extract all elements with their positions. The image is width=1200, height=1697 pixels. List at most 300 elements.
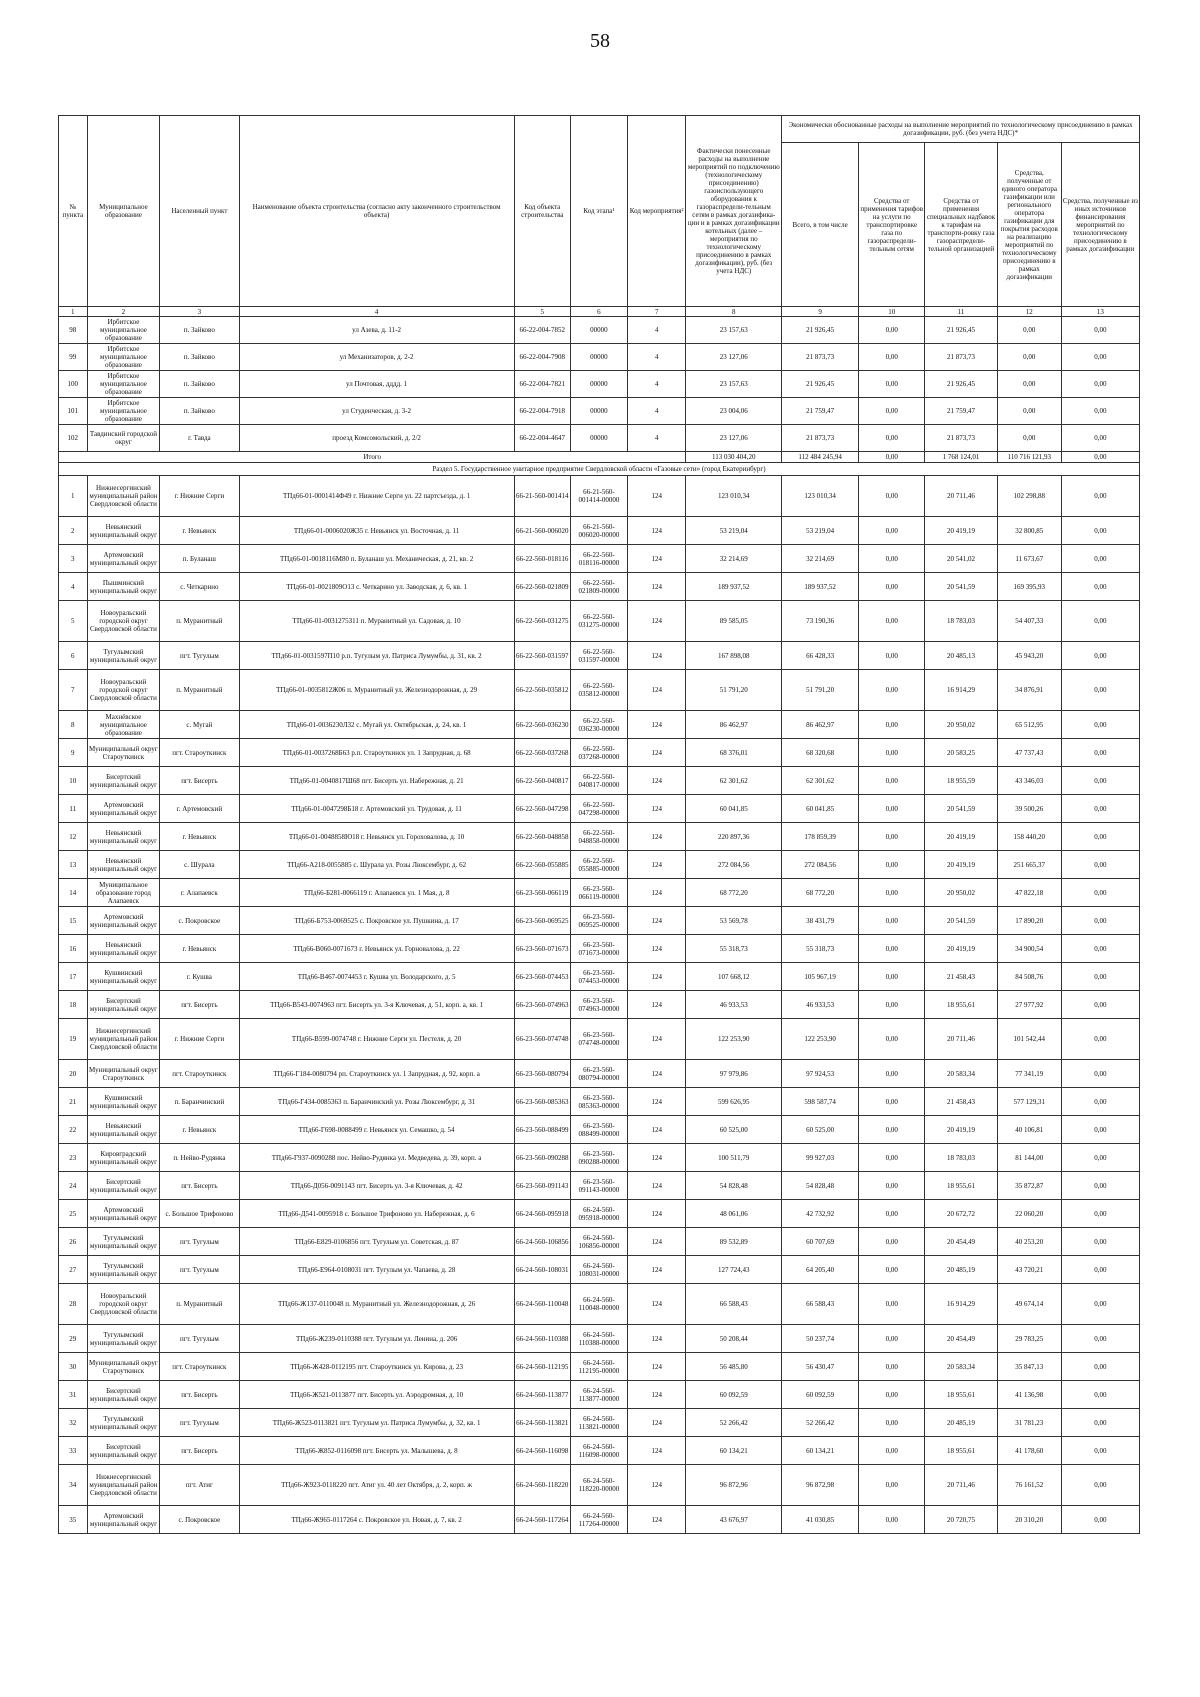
cell-col-8: 68 376,01 — [686, 739, 782, 767]
cell-col-1: 14 — [59, 879, 88, 907]
table-row — [59, 1409, 1140, 1437]
cell-col-5: 66-24-560-113877 — [514, 1381, 570, 1409]
cell-col-2: Тугулымский муниципальный округ — [87, 642, 160, 670]
cell-col-5: 66-22-004-7918 — [514, 398, 570, 425]
cell-col-2: Тугулымский муниципальный округ — [87, 1409, 160, 1437]
cell-col-3: пгт. Тугулым — [160, 1228, 239, 1256]
total-c11: 1 768 124,01 — [925, 452, 998, 463]
cell-col-12: 158 440,20 — [997, 823, 1061, 851]
cell-col-11: 20 541,59 — [925, 573, 998, 601]
cell-col-3: пгт. Староуткинск — [160, 739, 239, 767]
cell-col-7: 124 — [628, 739, 686, 767]
colnum-10: 10 — [859, 307, 925, 317]
cell-col-9: 21 926,45 — [782, 371, 859, 398]
cell-col-8: 272 084,56 — [686, 851, 782, 879]
cell-col-6: 66-23-560-091143-00000 — [570, 1172, 627, 1200]
table-body-section4 — [59, 317, 1140, 452]
cell-col-13: 0,00 — [1061, 1200, 1139, 1228]
cell-col-13: 0,00 — [1061, 739, 1139, 767]
cell-col-11: 20 419,19 — [925, 935, 998, 963]
page-number: 58 — [590, 30, 610, 52]
section-title: Раздел 5. Государственное унитарное предприятие Свердловской области «Газовые сети» (город Екатеринбург) — [59, 463, 1140, 476]
table-row — [59, 344, 1140, 371]
header-col-6: Код этапа¹ — [570, 116, 627, 307]
cell-col-13: 0,00 — [1061, 879, 1139, 907]
cell-col-2: Нижнесергинский муниципальный район Свердловской области — [87, 1465, 160, 1506]
cell-col-5: 66-23-560-069525 — [514, 907, 570, 935]
cell-col-4: ТПд66-Д056-0091143 пгт. Бисерть ул. 3-я Ключевая, д. 42 — [239, 1172, 514, 1200]
cell-col-9: 189 937,52 — [782, 573, 859, 601]
cell-col-7: 124 — [628, 1409, 686, 1437]
cell-col-11: 20 711,46 — [925, 1019, 998, 1060]
cell-col-4: ТПд66-01-0047298Б18 г. Артемовский ул. Трудовая, д. 11 — [239, 795, 514, 823]
cell-col-6: 66-22-560-018116-00000 — [570, 545, 627, 573]
cell-col-5: 66-23-560-071673 — [514, 935, 570, 963]
cell-col-12: 31 781,23 — [997, 1409, 1061, 1437]
cell-col-10: 0,00 — [859, 1353, 925, 1381]
cell-col-6: 66-24-560-116098-00000 — [570, 1437, 627, 1465]
cell-col-13: 0,00 — [1061, 963, 1139, 991]
cell-col-2: Новоуральский городской округ Свердловской области — [87, 601, 160, 642]
cell-col-12: 77 341,19 — [997, 1060, 1061, 1088]
cell-col-5: 66-21-560-006020 — [514, 517, 570, 545]
table-row — [59, 1200, 1140, 1228]
cell-col-1: 4 — [59, 573, 88, 601]
cell-col-9: 42 732,92 — [782, 1200, 859, 1228]
cell-col-9: 66 588,43 — [782, 1284, 859, 1325]
cell-col-3: п. Зайково — [160, 371, 239, 398]
cell-col-6: 66-23-560-071673-00000 — [570, 935, 627, 963]
cell-col-10: 0,00 — [859, 767, 925, 795]
cell-col-2: Ирбитское муниципальное образование — [87, 317, 160, 344]
header-col-3: Населенный пункт — [160, 116, 239, 307]
header-col-1: № пункта — [59, 116, 88, 307]
cell-col-13: 0,00 — [1061, 371, 1139, 398]
cell-col-9: 41 030,85 — [782, 1506, 859, 1534]
cell-col-4: ТПд66-01-0031597П10 р.п. Тугулым ул. Патриса Лумумбы, д. 31, кв. 2 — [239, 642, 514, 670]
cell-col-6: 66-21-560-006020-00000 — [570, 517, 627, 545]
cell-col-13: 0,00 — [1061, 573, 1139, 601]
cell-col-9: 51 791,20 — [782, 670, 859, 711]
cell-col-13: 0,00 — [1061, 476, 1139, 517]
cell-col-9: 56 430,47 — [782, 1353, 859, 1381]
table-row — [59, 767, 1140, 795]
cell-col-4: ул Механизаторов, д. 2-2 — [239, 344, 514, 371]
cell-col-4: ТПд66-В599-0074748 г. Нижние Серги ул. Пестеля, д. 20 — [239, 1019, 514, 1060]
cell-col-12: 45 943,20 — [997, 642, 1061, 670]
cell-col-7: 124 — [628, 545, 686, 573]
cell-col-6: 66-23-560-085363-00000 — [570, 1088, 627, 1116]
cell-col-1: 9 — [59, 739, 88, 767]
cell-col-3: г. Кушва — [160, 963, 239, 991]
table-body-section5 — [59, 476, 1140, 1534]
cell-col-1: 102 — [59, 425, 88, 452]
cell-col-4: ул Студенческая, д. 3-2 — [239, 398, 514, 425]
table-row — [59, 670, 1140, 711]
cell-col-11: 18 955,59 — [925, 767, 998, 795]
cell-col-11: 18 783,03 — [925, 601, 998, 642]
cell-col-3: с. Покровское — [160, 907, 239, 935]
cell-col-13: 0,00 — [1061, 317, 1139, 344]
cell-col-12: 577 129,31 — [997, 1088, 1061, 1116]
cell-col-1: 21 — [59, 1088, 88, 1116]
cell-col-5: 66-22-560-035812 — [514, 670, 570, 711]
cell-col-1: 11 — [59, 795, 88, 823]
cell-col-13: 0,00 — [1061, 1256, 1139, 1284]
cell-col-10: 0,00 — [859, 1409, 925, 1437]
cell-col-2: Кушвинский муниципальный округ — [87, 1088, 160, 1116]
colnum-7: 7 — [628, 307, 686, 317]
cell-col-13: 0,00 — [1061, 1019, 1139, 1060]
cell-col-4: ТПд66-Г698-0088499 г. Невьянск ул. Семашко, д. 54 — [239, 1116, 514, 1144]
cell-col-13: 0,00 — [1061, 1465, 1139, 1506]
cell-col-1: 3 — [59, 545, 88, 573]
cell-col-7: 124 — [628, 1172, 686, 1200]
cell-col-3: пгт. Атиг — [160, 1465, 239, 1506]
cell-col-4: ТПд66-01-0035812Ж06 п. Муранитный ул. Железнодорожная, д. 29 — [239, 670, 514, 711]
cell-col-1: 101 — [59, 398, 88, 425]
cell-col-3: пгт. Бисерть — [160, 767, 239, 795]
cell-col-2: Невьянский муниципальный округ — [87, 851, 160, 879]
cell-col-1: 29 — [59, 1325, 88, 1353]
cell-col-11: 18 955,61 — [925, 991, 998, 1019]
cell-col-8: 43 676,97 — [686, 1506, 782, 1534]
cell-col-7: 124 — [628, 1437, 686, 1465]
cell-col-3: пгт. Бисерть — [160, 991, 239, 1019]
cell-col-11: 20 419,19 — [925, 851, 998, 879]
cell-col-10: 0,00 — [859, 545, 925, 573]
colnum-11: 11 — [925, 307, 998, 317]
header-group: Экономически обоснованные расходы на выполнение мероприятий по технологическому присоединению в рамках догазификации, руб. (без учета НДС)* — [782, 116, 1140, 143]
cell-col-2: Невьянский муниципальный округ — [87, 1116, 160, 1144]
cell-col-1: 12 — [59, 823, 88, 851]
cell-col-5: 66-22-560-037268 — [514, 739, 570, 767]
cell-col-5: 66-22-560-055885 — [514, 851, 570, 879]
cell-col-2: Пышминский муниципальный округ — [87, 573, 160, 601]
cell-col-11: 20 485,13 — [925, 642, 998, 670]
colnum-5: 5 — [514, 307, 570, 317]
table-row — [59, 823, 1140, 851]
cell-col-3: с. Мугай — [160, 711, 239, 739]
cell-col-7: 4 — [628, 371, 686, 398]
cell-col-12: 22 060,20 — [997, 1200, 1061, 1228]
cell-col-1: 31 — [59, 1381, 88, 1409]
cell-col-1: 15 — [59, 907, 88, 935]
cell-col-1: 33 — [59, 1437, 88, 1465]
cell-col-11: 20 454,49 — [925, 1325, 998, 1353]
table-row — [59, 371, 1140, 398]
cell-col-5: 66-23-560-066119 — [514, 879, 570, 907]
cell-col-2: Махнёвское муниципальное образование — [87, 711, 160, 739]
cell-col-2: Ирбитское муниципальное образование — [87, 398, 160, 425]
cell-col-12: 11 673,67 — [997, 545, 1061, 573]
cell-col-4: ТПд66-01-0036230Л32 с. Мугай ул. Октябрьская, д. 24, кв. 1 — [239, 711, 514, 739]
cell-col-5: 66-24-560-118220 — [514, 1465, 570, 1506]
cell-col-9: 68 320,68 — [782, 739, 859, 767]
cell-col-13: 0,00 — [1061, 1144, 1139, 1172]
cell-col-13: 0,00 — [1061, 1325, 1139, 1353]
cell-col-1: 6 — [59, 642, 88, 670]
cell-col-10: 0,00 — [859, 344, 925, 371]
cell-col-9: 64 205,40 — [782, 1256, 859, 1284]
cell-col-5: 66-22-560-031275 — [514, 601, 570, 642]
cell-col-2: Невьянский муниципальный округ — [87, 517, 160, 545]
cell-col-5: 66-22-560-018116 — [514, 545, 570, 573]
cell-col-3: г. Артемовский — [160, 795, 239, 823]
cell-col-3: г. Нижние Серги — [160, 476, 239, 517]
table-row — [59, 1116, 1140, 1144]
table-row — [59, 425, 1140, 452]
cell-col-4: ТПд66-В060-0071673 г. Невьянск ул. Горновалова, д. 22 — [239, 935, 514, 963]
total-c9: 112 484 245,94 — [782, 452, 859, 463]
table-row — [59, 851, 1140, 879]
cell-col-13: 0,00 — [1061, 670, 1139, 711]
cell-col-2: Ирбитское муниципальное образование — [87, 344, 160, 371]
cell-col-11: 21 458,43 — [925, 1088, 998, 1116]
total-c8: 113 030 404,20 — [686, 452, 782, 463]
cell-col-3: п. Баранчинский — [160, 1088, 239, 1116]
cell-col-9: 32 214,69 — [782, 545, 859, 573]
cell-col-6: 66-23-560-074963-00000 — [570, 991, 627, 1019]
cell-col-12: 43 346,03 — [997, 767, 1061, 795]
cell-col-3: п. Зайково — [160, 398, 239, 425]
cell-col-8: 68 772,20 — [686, 879, 782, 907]
cell-col-8: 32 214,69 — [686, 545, 782, 573]
cell-col-10: 0,00 — [859, 1256, 925, 1284]
cell-col-7: 124 — [628, 1284, 686, 1325]
cell-col-8: 189 937,52 — [686, 573, 782, 601]
cell-col-8: 23 127,06 — [686, 425, 782, 452]
cell-col-7: 124 — [628, 823, 686, 851]
cell-col-6: 66-23-560-074453-00000 — [570, 963, 627, 991]
table-row — [59, 476, 1140, 517]
cell-col-1: 26 — [59, 1228, 88, 1256]
cell-col-13: 0,00 — [1061, 1437, 1139, 1465]
cell-col-5: 66-24-560-117264 — [514, 1506, 570, 1534]
cell-col-6: 66-24-560-110388-00000 — [570, 1325, 627, 1353]
cell-col-7: 4 — [628, 344, 686, 371]
cell-col-10: 0,00 — [859, 601, 925, 642]
cell-col-1: 18 — [59, 991, 88, 1019]
cell-col-7: 124 — [628, 670, 686, 711]
cell-col-8: 167 898,08 — [686, 642, 782, 670]
cell-col-11: 21 873,73 — [925, 344, 998, 371]
cell-col-4: ул Азева, д. 11-2 — [239, 317, 514, 344]
cell-col-4: ТПд66-В543-0074963 пгт. Бисерть ул. 3-я Ключевая, д. 51, корп. а, кв. 1 — [239, 991, 514, 1019]
cell-col-6: 66-24-560-095918-00000 — [570, 1200, 627, 1228]
header-col-9: Всего, в том числе — [782, 143, 859, 307]
cell-col-4: ТПд66-Ж521-0113877 пгт. Бисерть ул. Аэродромная, д. 10 — [239, 1381, 514, 1409]
table-row — [59, 935, 1140, 963]
cell-col-8: 54 828,48 — [686, 1172, 782, 1200]
cell-col-9: 598 587,74 — [782, 1088, 859, 1116]
table-total — [59, 452, 1140, 476]
cell-col-7: 124 — [628, 1506, 686, 1534]
total-label: Итого — [59, 452, 686, 463]
cell-col-5: 66-23-560-074963 — [514, 991, 570, 1019]
cell-col-8: 220 897,36 — [686, 823, 782, 851]
cell-col-10: 0,00 — [859, 1019, 925, 1060]
cell-col-2: Ирбитское муниципальное образование — [87, 371, 160, 398]
header-col-8: Фактически понесенные расходы на выполнение мероприятий по подключению (технологическому присоединению) газоиспользующего оборудования к газораспредели-тельным сетям в рамках догазифика-ции и в рамках догазификации котельных (далее – мероприятия по технологическому присоединению в рамках догазификации), руб. (без учета НДС) — [686, 116, 782, 307]
cell-col-13: 0,00 — [1061, 1116, 1139, 1144]
cell-col-12: 0,00 — [997, 317, 1061, 344]
cell-col-10: 0,00 — [859, 1381, 925, 1409]
cell-col-9: 105 967,19 — [782, 963, 859, 991]
table-row — [59, 1284, 1140, 1325]
cell-col-10: 0,00 — [859, 642, 925, 670]
cell-col-5: 66-24-560-113821 — [514, 1409, 570, 1437]
cell-col-5: 66-23-560-085363 — [514, 1088, 570, 1116]
table-row — [59, 1172, 1140, 1200]
cell-col-9: 66 428,33 — [782, 642, 859, 670]
cell-col-9: 62 301,62 — [782, 767, 859, 795]
cell-col-9: 122 253,90 — [782, 1019, 859, 1060]
cell-col-9: 178 859,39 — [782, 823, 859, 851]
cell-col-2: Тавдинский городской округ — [87, 425, 160, 452]
cell-col-11: 20 950,02 — [925, 879, 998, 907]
cell-col-7: 4 — [628, 398, 686, 425]
cell-col-12: 102 298,88 — [997, 476, 1061, 517]
cell-col-5: 66-23-560-088499 — [514, 1116, 570, 1144]
cell-col-2: Бисертский муниципальный округ — [87, 767, 160, 795]
cell-col-12: 54 407,33 — [997, 601, 1061, 642]
cell-col-4: ТПд66-01-0001414Ф49 г. Нижние Серги ул. 22 партсъезда, д. 1 — [239, 476, 514, 517]
cell-col-6: 00000 — [570, 425, 627, 452]
cell-col-3: п. Буланаш — [160, 545, 239, 573]
cell-col-6: 66-22-560-031597-00000 — [570, 642, 627, 670]
cell-col-13: 0,00 — [1061, 1506, 1139, 1534]
cell-col-4: ТПд66-Г434-0085363 п. Баранчинский ул. Розы Люксембург, д. 31 — [239, 1088, 514, 1116]
cell-col-7: 124 — [628, 1060, 686, 1088]
table-row — [59, 991, 1140, 1019]
cell-col-8: 23 127,06 — [686, 344, 782, 371]
cell-col-11: 18 955,61 — [925, 1437, 998, 1465]
cell-col-2: Муниципальный округ Староуткинск — [87, 1060, 160, 1088]
cell-col-1: 13 — [59, 851, 88, 879]
cell-col-8: 100 511,79 — [686, 1144, 782, 1172]
cell-col-3: пгт. Тугулым — [160, 1325, 239, 1353]
cell-col-6: 66-23-560-066119-00000 — [570, 879, 627, 907]
cell-col-5: 66-22-004-4647 — [514, 425, 570, 452]
table-row — [59, 517, 1140, 545]
cell-col-12: 0,00 — [997, 425, 1061, 452]
cell-col-8: 89 532,89 — [686, 1228, 782, 1256]
colnum-1: 1 — [59, 307, 88, 317]
cell-col-11: 20 541,59 — [925, 907, 998, 935]
cell-col-7: 124 — [628, 1256, 686, 1284]
cell-col-7: 124 — [628, 1353, 686, 1381]
cell-col-6: 66-22-560-035812-00000 — [570, 670, 627, 711]
cell-col-10: 0,00 — [859, 476, 925, 517]
cell-col-6: 66-24-560-113821-00000 — [570, 1409, 627, 1437]
cell-col-3: п. Зайково — [160, 344, 239, 371]
cell-col-3: г. Невьянск — [160, 517, 239, 545]
cell-col-1: 19 — [59, 1019, 88, 1060]
cell-col-7: 124 — [628, 1019, 686, 1060]
colnum-6: 6 — [570, 307, 627, 317]
header-col-13: Средства, полученные из иных источников финансирования мероприятий по технологическому присоединению в рамках догазификации — [1061, 143, 1139, 307]
cell-col-8: 23 004,06 — [686, 398, 782, 425]
cell-col-12: 0,00 — [997, 344, 1061, 371]
cell-col-13: 0,00 — [1061, 1381, 1139, 1409]
cell-col-12: 32 800,85 — [997, 517, 1061, 545]
cell-col-10: 0,00 — [859, 670, 925, 711]
colnum-8: 8 — [686, 307, 782, 317]
table-row — [59, 1019, 1140, 1060]
cell-col-8: 107 668,12 — [686, 963, 782, 991]
header-col-10: Средства от применения тарифов на услуги по транспортировке газа по газораспредели-тельным сетям — [859, 143, 925, 307]
cell-col-7: 124 — [628, 795, 686, 823]
cell-col-8: 53 219,04 — [686, 517, 782, 545]
cell-col-4: ТПд66-Б281-0066119 г. Алапаевск ул. 1 Мая, д. 8 — [239, 879, 514, 907]
cell-col-1: 23 — [59, 1144, 88, 1172]
cell-col-10: 0,00 — [859, 739, 925, 767]
cell-col-1: 16 — [59, 935, 88, 963]
cell-col-10: 0,00 — [859, 317, 925, 344]
cell-col-6: 66-22-560-048858-00000 — [570, 823, 627, 851]
cell-col-5: 66-22-004-7908 — [514, 344, 570, 371]
cell-col-13: 0,00 — [1061, 1409, 1139, 1437]
cell-col-7: 124 — [628, 1381, 686, 1409]
cell-col-4: ТПд66-Г937-0090288 пос. Нейво-Рудянка ул. Медведева, д. 39, корп. а — [239, 1144, 514, 1172]
cell-col-1: 7 — [59, 670, 88, 711]
cell-col-7: 124 — [628, 963, 686, 991]
cell-col-6: 66-23-560-080794-00000 — [570, 1060, 627, 1088]
cell-col-1: 30 — [59, 1353, 88, 1381]
cell-col-2: Кировградский муниципальный округ — [87, 1144, 160, 1172]
cell-col-11: 20 672,72 — [925, 1200, 998, 1228]
cell-col-5: 66-24-560-095918 — [514, 1200, 570, 1228]
cell-col-5: 66-23-560-074453 — [514, 963, 570, 991]
cell-col-11: 20 485,19 — [925, 1256, 998, 1284]
cell-col-5: 66-24-560-112195 — [514, 1353, 570, 1381]
cell-col-7: 124 — [628, 1088, 686, 1116]
cell-col-7: 124 — [628, 907, 686, 935]
table-row — [59, 398, 1140, 425]
cell-col-1: 22 — [59, 1116, 88, 1144]
table-row — [59, 1256, 1140, 1284]
cell-col-6: 00000 — [570, 371, 627, 398]
cell-col-1: 17 — [59, 963, 88, 991]
cell-col-12: 84 508,76 — [997, 963, 1061, 991]
cell-col-1: 5 — [59, 601, 88, 642]
cell-col-12: 47 737,43 — [997, 739, 1061, 767]
cell-col-10: 0,00 — [859, 991, 925, 1019]
cell-col-6: 66-22-560-037268-00000 — [570, 739, 627, 767]
total-c12: 110 716 121,93 — [997, 452, 1061, 463]
cell-col-6: 66-24-560-108031-00000 — [570, 1256, 627, 1284]
cell-col-6: 66-24-560-113877-00000 — [570, 1381, 627, 1409]
table-row — [59, 642, 1140, 670]
cell-col-11: 18 955,61 — [925, 1381, 998, 1409]
cell-col-11: 20 711,46 — [925, 1465, 998, 1506]
cell-col-5: 66-22-560-036230 — [514, 711, 570, 739]
cell-col-2: Нижнесергинский муниципальный район Свердловской области — [87, 476, 160, 517]
cell-col-12: 43 720,21 — [997, 1256, 1061, 1284]
cell-col-3: п. Муранитный — [160, 601, 239, 642]
cell-col-11: 18 955,61 — [925, 1172, 998, 1200]
gasification-table — [58, 115, 1140, 1534]
cell-col-10: 0,00 — [859, 823, 925, 851]
header-col-7: Код мероприятия² — [628, 116, 686, 307]
cell-col-2: Артемовский муниципальный округ — [87, 545, 160, 573]
cell-col-2: Бисертский муниципальный округ — [87, 1381, 160, 1409]
cell-col-10: 0,00 — [859, 1506, 925, 1534]
cell-col-13: 0,00 — [1061, 823, 1139, 851]
cell-col-10: 0,00 — [859, 907, 925, 935]
cell-col-3: с. Четкарино — [160, 573, 239, 601]
